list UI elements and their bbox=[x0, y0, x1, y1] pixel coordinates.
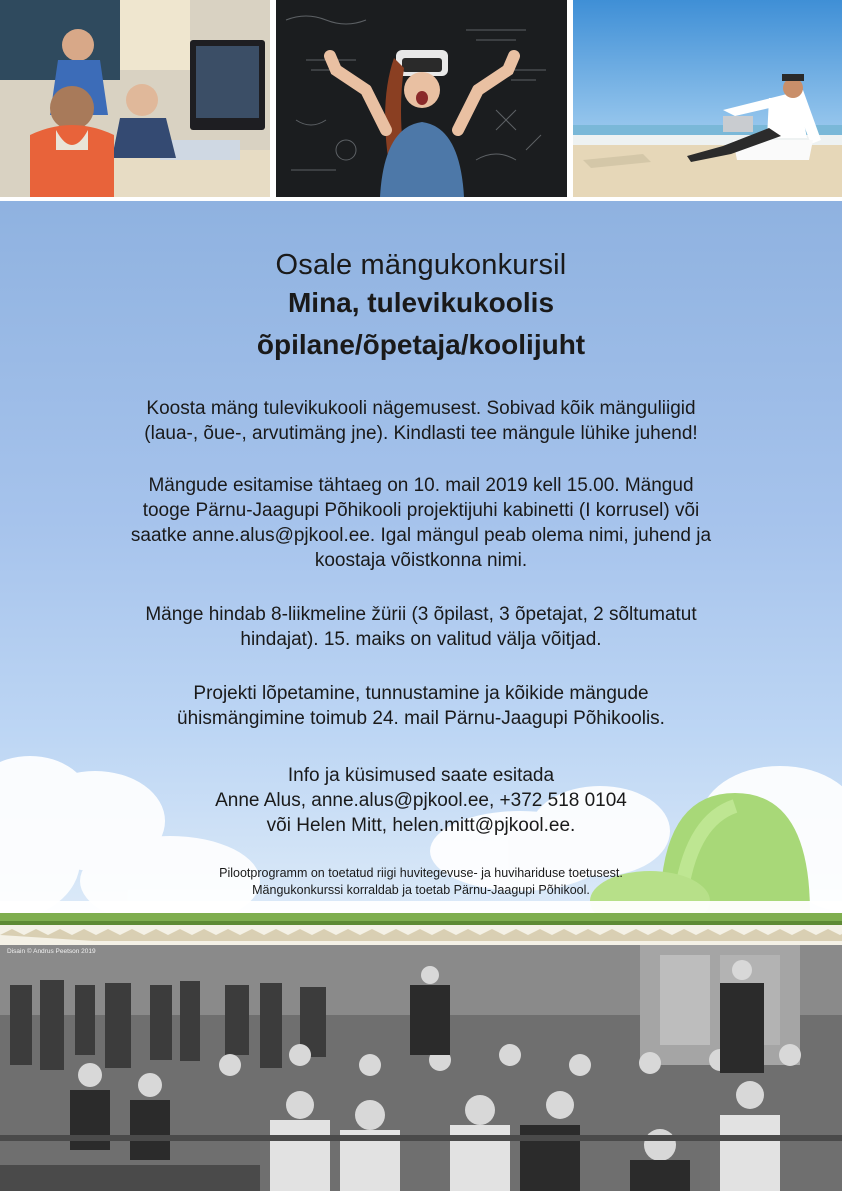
main-panel bbox=[0, 201, 842, 913]
paragraph-jury bbox=[0, 602, 842, 652]
text-line: Mängude esitamise tähtaeg on 10. mail 2019 kell 15.00. Mängud bbox=[148, 475, 694, 496]
footnote-line: Pilootprogramm on toetatud riigi huvitegevuse- ja huvihariduse toetusest. bbox=[219, 866, 623, 880]
heading-line-1: Osale mängukonkursil bbox=[275, 249, 567, 281]
paragraph-closing-event bbox=[0, 681, 842, 731]
text-line: ühismängimine toimub 24. mail Pärnu-Jaagupi Põhikoolis. bbox=[177, 708, 665, 729]
contact-line: Anne Alus, anne.alus@pjkool.ee, +372 518 0104 bbox=[215, 790, 627, 811]
text-line: hindajat). 15. maiks on valitud välja võitjad. bbox=[240, 629, 602, 650]
photo-historic-classroom bbox=[0, 945, 842, 1191]
heading-line-2: Mina, tulevikukoolis bbox=[287, 287, 555, 318]
contact-info bbox=[0, 763, 842, 838]
text-line: Projekti lõpetamine, tunnustamine ja kõikide mängude bbox=[193, 683, 649, 704]
footnote bbox=[0, 865, 842, 899]
photo-teacher-and-students bbox=[0, 0, 270, 197]
contact-line: või Helen Mitt, helen.mitt@pjkool.ee. bbox=[266, 815, 576, 836]
footnote-line: Mängukonkurssi korraldab ja toetab Pärnu-Jaagupi Põhikool. bbox=[252, 883, 590, 897]
photo-student-with-vr-headset bbox=[276, 0, 567, 197]
paragraph-deadline bbox=[0, 473, 842, 573]
contact-line: Info ja küsimused saate esitada bbox=[287, 765, 555, 786]
design-credit: Disain © Andrus Peetson 2019 bbox=[7, 948, 96, 955]
grass-divider bbox=[0, 913, 842, 945]
photo-man-working-on-beach bbox=[573, 0, 842, 197]
heading-line-3: õpilane/õpetaja/koolijuht bbox=[256, 329, 586, 360]
text-line: tooge Pärnu-Jaagupi Põhikooli projektijuhi kabinetti (I korrusel) või bbox=[142, 500, 700, 521]
text-line: (laua-, õue-, arvutimäng jne). Kindlasti tee mängule lühike juhend! bbox=[144, 423, 698, 444]
text-line: saatke anne.alus@pjkool.ee. Igal mängul peab olema nimi, juhend ja bbox=[130, 525, 712, 546]
text-line: Koosta mäng tulevikukooli nägemusest. Sobivad kõik mänguliigid bbox=[146, 398, 696, 419]
text-line: Mänge hindab 8-liikmeline žürii (3 õpilast, 3 õpetajat, 2 sõltumatut bbox=[145, 604, 697, 625]
paragraph-game-description bbox=[0, 396, 842, 446]
text-line: koostaja võistkonna nimi. bbox=[314, 550, 528, 571]
